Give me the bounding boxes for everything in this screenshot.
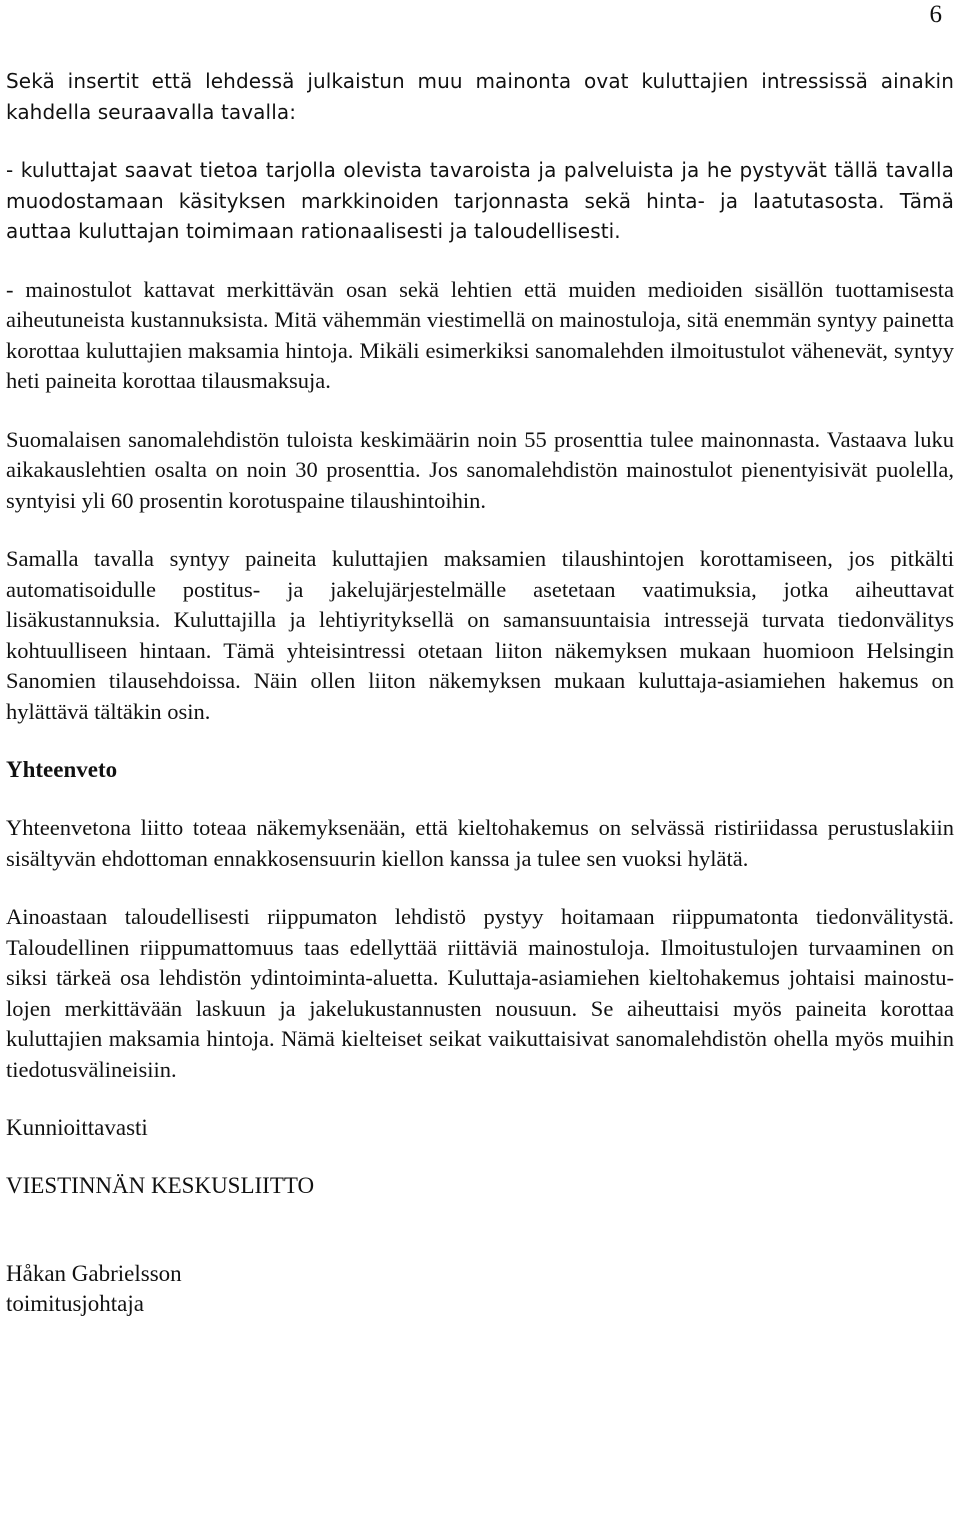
signatory-name: Håkan Gabrielsson xyxy=(6,1261,182,1286)
signatory-title: toimitusjohtaja xyxy=(6,1291,144,1316)
closing-greeting: Kunnioittavasti xyxy=(6,1115,148,1140)
paragraph-advertising-revenue: - mainostulot kattavat merkittävän osan sekä lehtien että muiden medioiden sisällön tuottamisesta aiheutuneista kustannuksista. Mitä vähemmän viestimellä on mainostuloja, sitä enemmän syntyy painetta korottaa kuluttajien maksamia hintoja. Mikäli esimerkiksi sanomalehden ilmoitustulot vähenevät, syntyy heti paineita korottaa tilausmaksuja. xyxy=(6,276,954,393)
paragraph-summary-independence: Ainoastaan taloudellisesti riippumaton lehdistö pystyy hoitamaan riippumatonta tiedonvälitystä. Taloudellinen riippumattomuus taas edellyttää riittäviä mainostuloja. Ilmoitustulojen turvaaminen on siksi tärkeä osa lehdistön ydintoiminta-aluetta. Kuluttaja-asiamiehen kieltohakemus johtaisi mainostulojen merkittävään laskuun ja jakelukustannusten nousuun. Se aiheuttaisi myös paineita korottaa kuluttajien maksamia hintoja. Nämä kielteiset seikat vaikuttaisivat sanomalehdistön ohella myös muihin tiedotusvälineisiin. xyxy=(6,904,954,1082)
summary-heading: Yhteenveto xyxy=(6,757,118,782)
paragraph-subscription-prices: Samalla tavalla syntyy paineita kuluttajien maksamien tilaushintojen korottamiseen, jos pitkälti automatisoidulle postitus- ja jakelujärjestelmälle asetetaan vaatimuksia, jotka aiheuttavat lisäkustannuksia. Kuluttajilla ja lehtiyrityksellä on samansuuntaisia intressejä turvata tiedonvälitys kohtuulliseen hintaan. Tämä yhteisintressi otetaan liiton näkemyksen mukaan huomioon Helsingin Sanomien tilausehdoissa. Näin ollen liiton näkemyksen mukaan kuluttaja-asiamiehen hakemus on hylättävä tältäkin osin. xyxy=(6,546,954,724)
signature-block xyxy=(6,1259,954,1319)
paragraph-newspaper-income: Suomalaisen sanomalehdistön tuloista keskimäärin noin 55 prosenttia tulee mainonnasta. Vastaava luku aikakauslehtien osalta on noin 30 prosenttia. Jos sanomalehdistön mainostulot pienentyisivät puolella, syntyisi yli 60 prosentin korotuspaine tilaushintoihin. xyxy=(6,426,954,513)
page-number: 6 xyxy=(929,1,942,28)
paragraph-summary-conclusion: Yhteenvetona liitto toteaa näkemyksenään, että kieltohakemus on selvässä ristiriidassa perustuslakiin sisältyvän ehdottoman ennakkosensuurin kiellon kanssa ja tulee sen vuoksi hylätä. xyxy=(6,815,954,871)
organization-name: VIESTINNÄN KESKUSLIITTO xyxy=(6,1173,315,1198)
paragraph-intro: Sekä insertit että lehdessä julkaistun muu mainonta ovat kuluttajien intressissä ainakin kahdella seuraavalla tavalla: xyxy=(6,69,954,124)
document-body xyxy=(6,66,954,1319)
paragraph-consumer-information: - kuluttajat saavat tietoa tarjolla olevista tavaroista ja palveluista ja he pystyvät tällä tavalla muodostamaan käsityksen markkinoiden tarjonnasta sekä hinta- ja laatutasosta. Tämä auttaa kuluttajan toimimaan rationaalisesti ja taloudellisesti. xyxy=(6,158,954,243)
